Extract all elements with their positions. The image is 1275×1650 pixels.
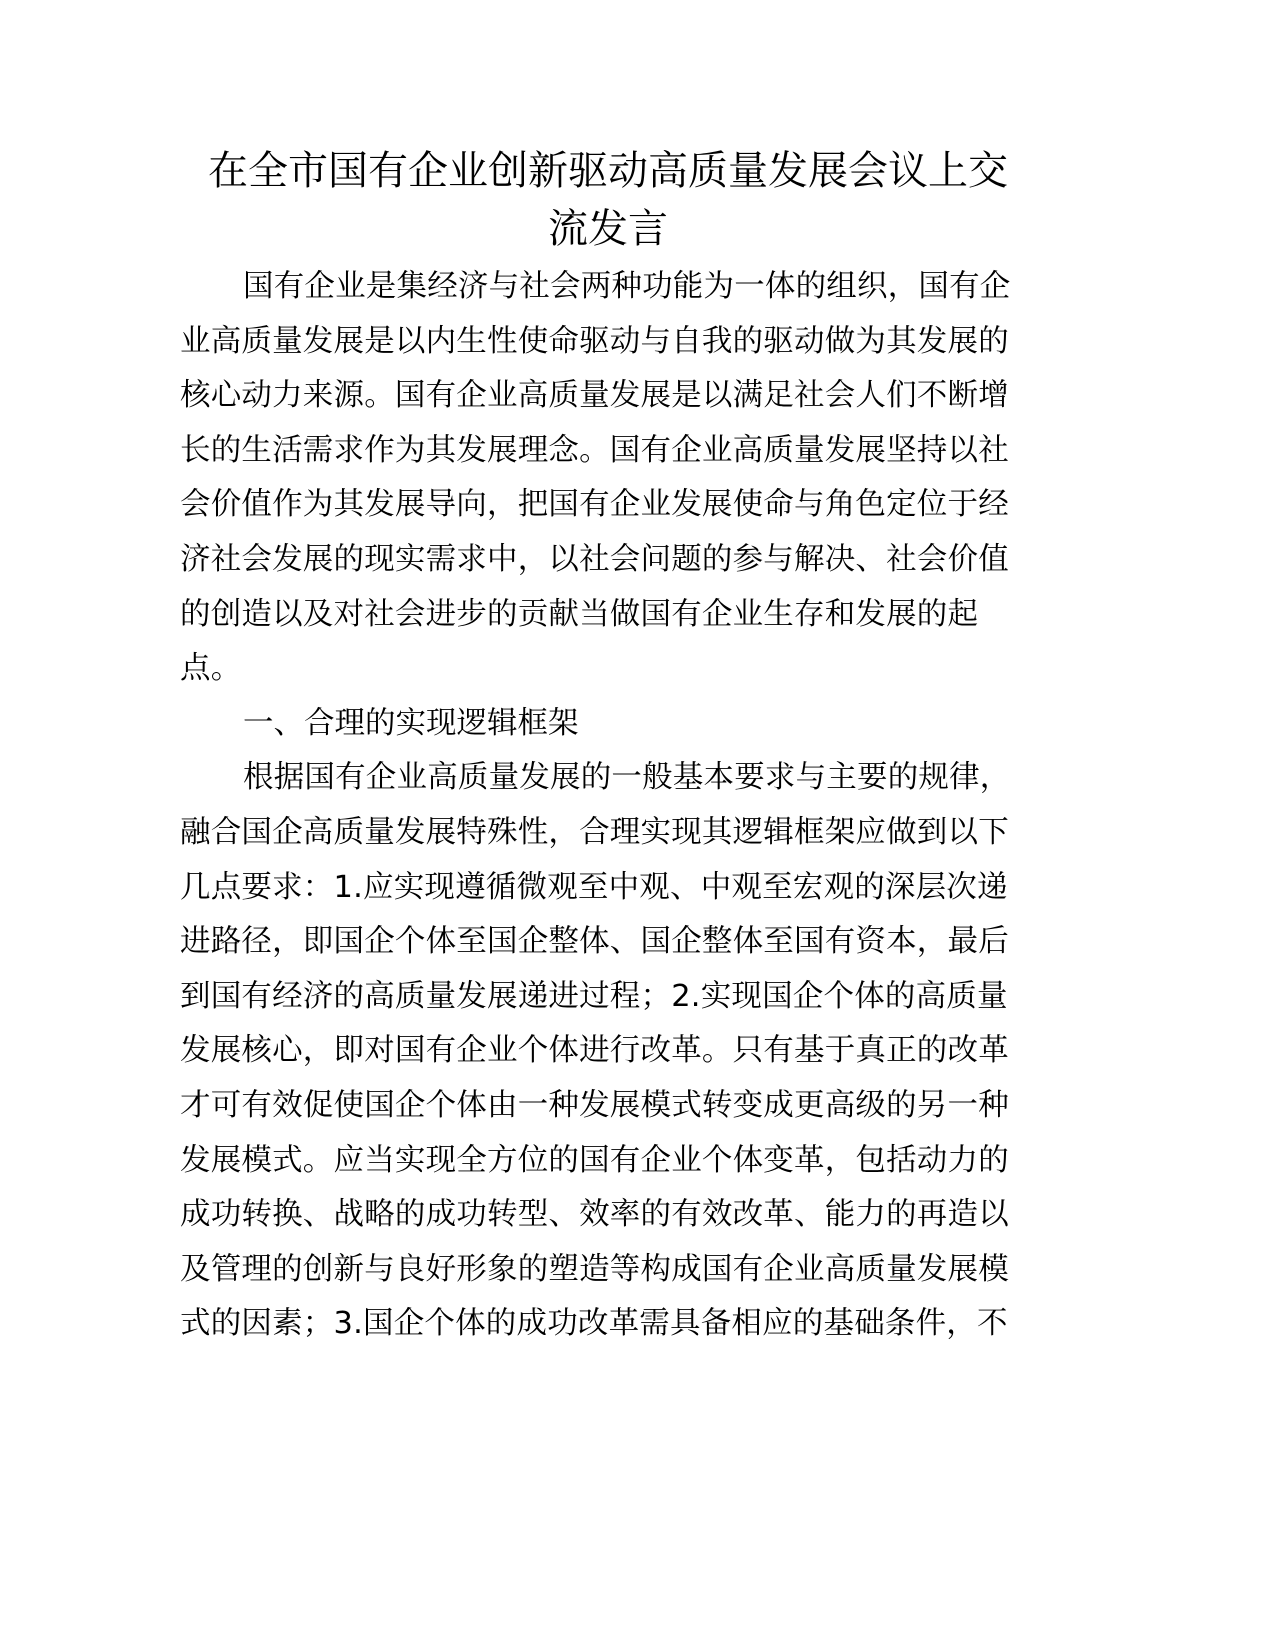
section-heading-1: 一、合理的实现逻辑框架 bbox=[243, 705, 579, 741]
text-line: 长的生活需求作为其发展理念。国有企业高质量发展坚持以社 bbox=[180, 432, 1009, 468]
text-line: 发展模式。应当实现全方位的国有企业个体变革，包括动力的 bbox=[180, 1142, 1009, 1178]
title-line-1: 在全市国有企业创新驱动高质量发展会议上交 bbox=[208, 148, 1008, 194]
title-line-2: 流发言 bbox=[548, 206, 668, 252]
text-line: 及管理的创新与良好形象的塑造等构成国有企业高质量发展模 bbox=[180, 1251, 1009, 1287]
text-line: 几点要求：1.应实现遵循微观至中观、中观至宏观的深层次递 bbox=[180, 869, 1008, 905]
text-line: 核心动力来源。国有企业高质量发展是以满足社会人们不断增 bbox=[180, 378, 1009, 414]
text-line: 根据国有企业高质量发展的一般基本要求与主要的规律， bbox=[243, 760, 1011, 796]
intro-paragraph bbox=[180, 260, 1036, 697]
text-line: 到国有经济的高质量发展递进过程；2.实现国企个体的高质量 bbox=[180, 978, 1008, 1014]
text-line: 式的因素；3.国企个体的成功改革需具备相应的基础条件，不 bbox=[180, 1306, 1008, 1342]
text-line: 融合国企高质量发展特殊性，合理实现其逻辑框架应做到以下 bbox=[180, 814, 1009, 850]
text-line: 点。 bbox=[180, 651, 242, 687]
document-page bbox=[180, 142, 1036, 1352]
text-line: 成功转换、战略的成功转型、效率的有效改革、能力的再造以 bbox=[180, 1197, 1009, 1233]
text-line: 发展核心，即对国有企业个体进行改革。只有基于真正的改革 bbox=[180, 1033, 1009, 1069]
text-line: 进路径，即国企个体至国企整体、国企整体至国有资本，最后 bbox=[180, 924, 1009, 960]
text-line: 国有企业是集经济与社会两种功能为一体的组织，国有企 bbox=[243, 269, 1011, 304]
section-1-paragraph bbox=[180, 751, 1036, 1352]
text-line: 的创造以及对社会进步的贡献当做国有企业生存和发展的起 bbox=[180, 596, 979, 632]
text-line: 业高质量发展是以内生性使命驱动与自我的驱动做为其发展的 bbox=[180, 323, 1009, 359]
text-line: 才可有效促使国企个体由一种发展模式转变成更高级的另一种 bbox=[180, 1087, 1009, 1123]
text-line: 济社会发展的现实需求中，以社会问题的参与解决、社会价值 bbox=[180, 541, 1009, 577]
document-title bbox=[180, 142, 1036, 258]
text-line: 会价值作为其发展导向，把国有企业发展使命与角色定位于经 bbox=[180, 487, 1009, 523]
